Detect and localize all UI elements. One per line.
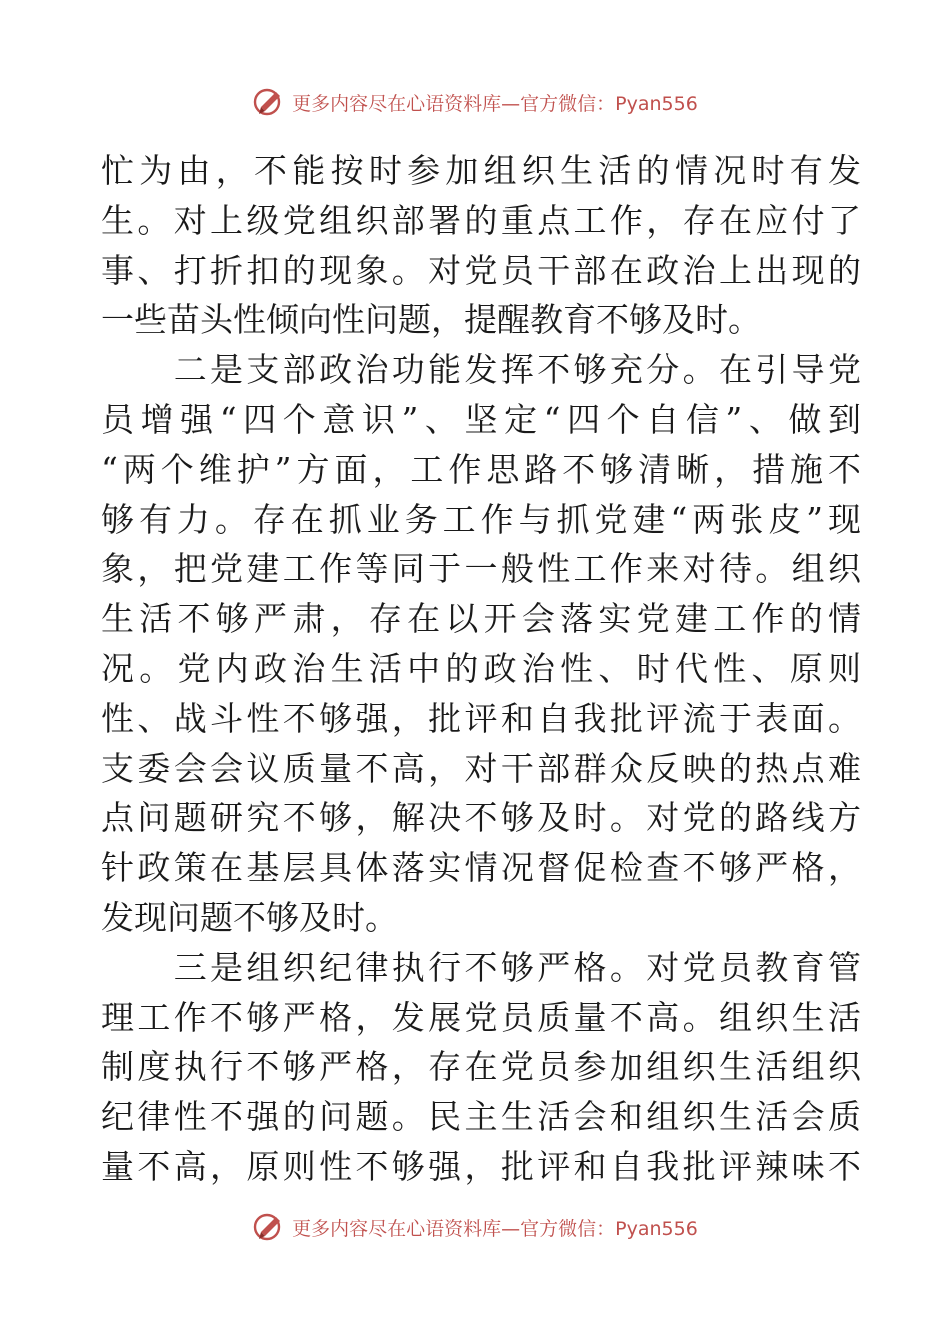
- body-line: 够有力。存在抓业务工作与抓党建“两张皮”现: [101, 499, 861, 539]
- body-line: 生。对上级党组织部署的重点工作，存在应付了: [101, 200, 861, 240]
- body-line: 针政策在基层具体落实情况督促检查不够严格，: [101, 848, 861, 888]
- body-line: 支委会会议质量不高，对干部群众反映的热点难: [101, 748, 861, 788]
- watermark-text: 更多内容尽在心语资料库—官方微信：Pyan556: [292, 92, 698, 115]
- document-body: [101, 146, 861, 1192]
- body-line: 性、战斗性不够强，批评和自我批评流于表面。: [101, 698, 861, 738]
- footer-watermark: [0, 1207, 950, 1247]
- pen-logo-icon: [252, 1210, 286, 1244]
- body-line: 纪律性不强的问题。民主生活会和组织生活会质: [101, 1097, 861, 1137]
- body-line: 制度执行不够严格，存在党员参加组织生活组织: [101, 1047, 861, 1087]
- body-line: 三是组织纪律执行不够严格。对党员教育管: [101, 947, 861, 987]
- body-line: 量不高，原则性不够强，批评和自我批评辣味不: [101, 1146, 861, 1186]
- body-line: 象，把党建工作等同于一般性工作来对待。组织: [101, 549, 861, 589]
- body-line: 点问题研究不够，解决不够及时。对党的路线方: [101, 798, 861, 838]
- body-line: 理工作不够严格，发展党员质量不高。组织生活: [101, 997, 861, 1037]
- body-line: 况。党内政治生活中的政治性、时代性、原则: [101, 648, 861, 688]
- body-line: 生活不够严肃，存在以开会落实党建工作的情: [101, 599, 861, 639]
- body-line: 二是支部政治功能发挥不够充分。在引导党: [101, 350, 861, 390]
- watermark-text: 更多内容尽在心语资料库—官方微信：Pyan556: [292, 1217, 698, 1240]
- body-line: 忙为由，不能按时参加组织生活的情况时有发: [101, 151, 861, 190]
- body-line: 发现问题不够及时。: [101, 897, 398, 937]
- body-line: 员增强“四个意识”、坚定“四个自信”、做到: [101, 399, 861, 439]
- header-watermark: [0, 82, 950, 122]
- body-line: 一些苗头性倾向性问题，提醒教育不够及时。: [101, 300, 761, 340]
- body-line: 事、打折扣的现象。对党员干部在政治上出现的: [101, 250, 861, 290]
- body-line: “两个维护”方面，工作思路不够清晰，措施不: [101, 449, 861, 489]
- pen-logo-icon: [252, 85, 286, 119]
